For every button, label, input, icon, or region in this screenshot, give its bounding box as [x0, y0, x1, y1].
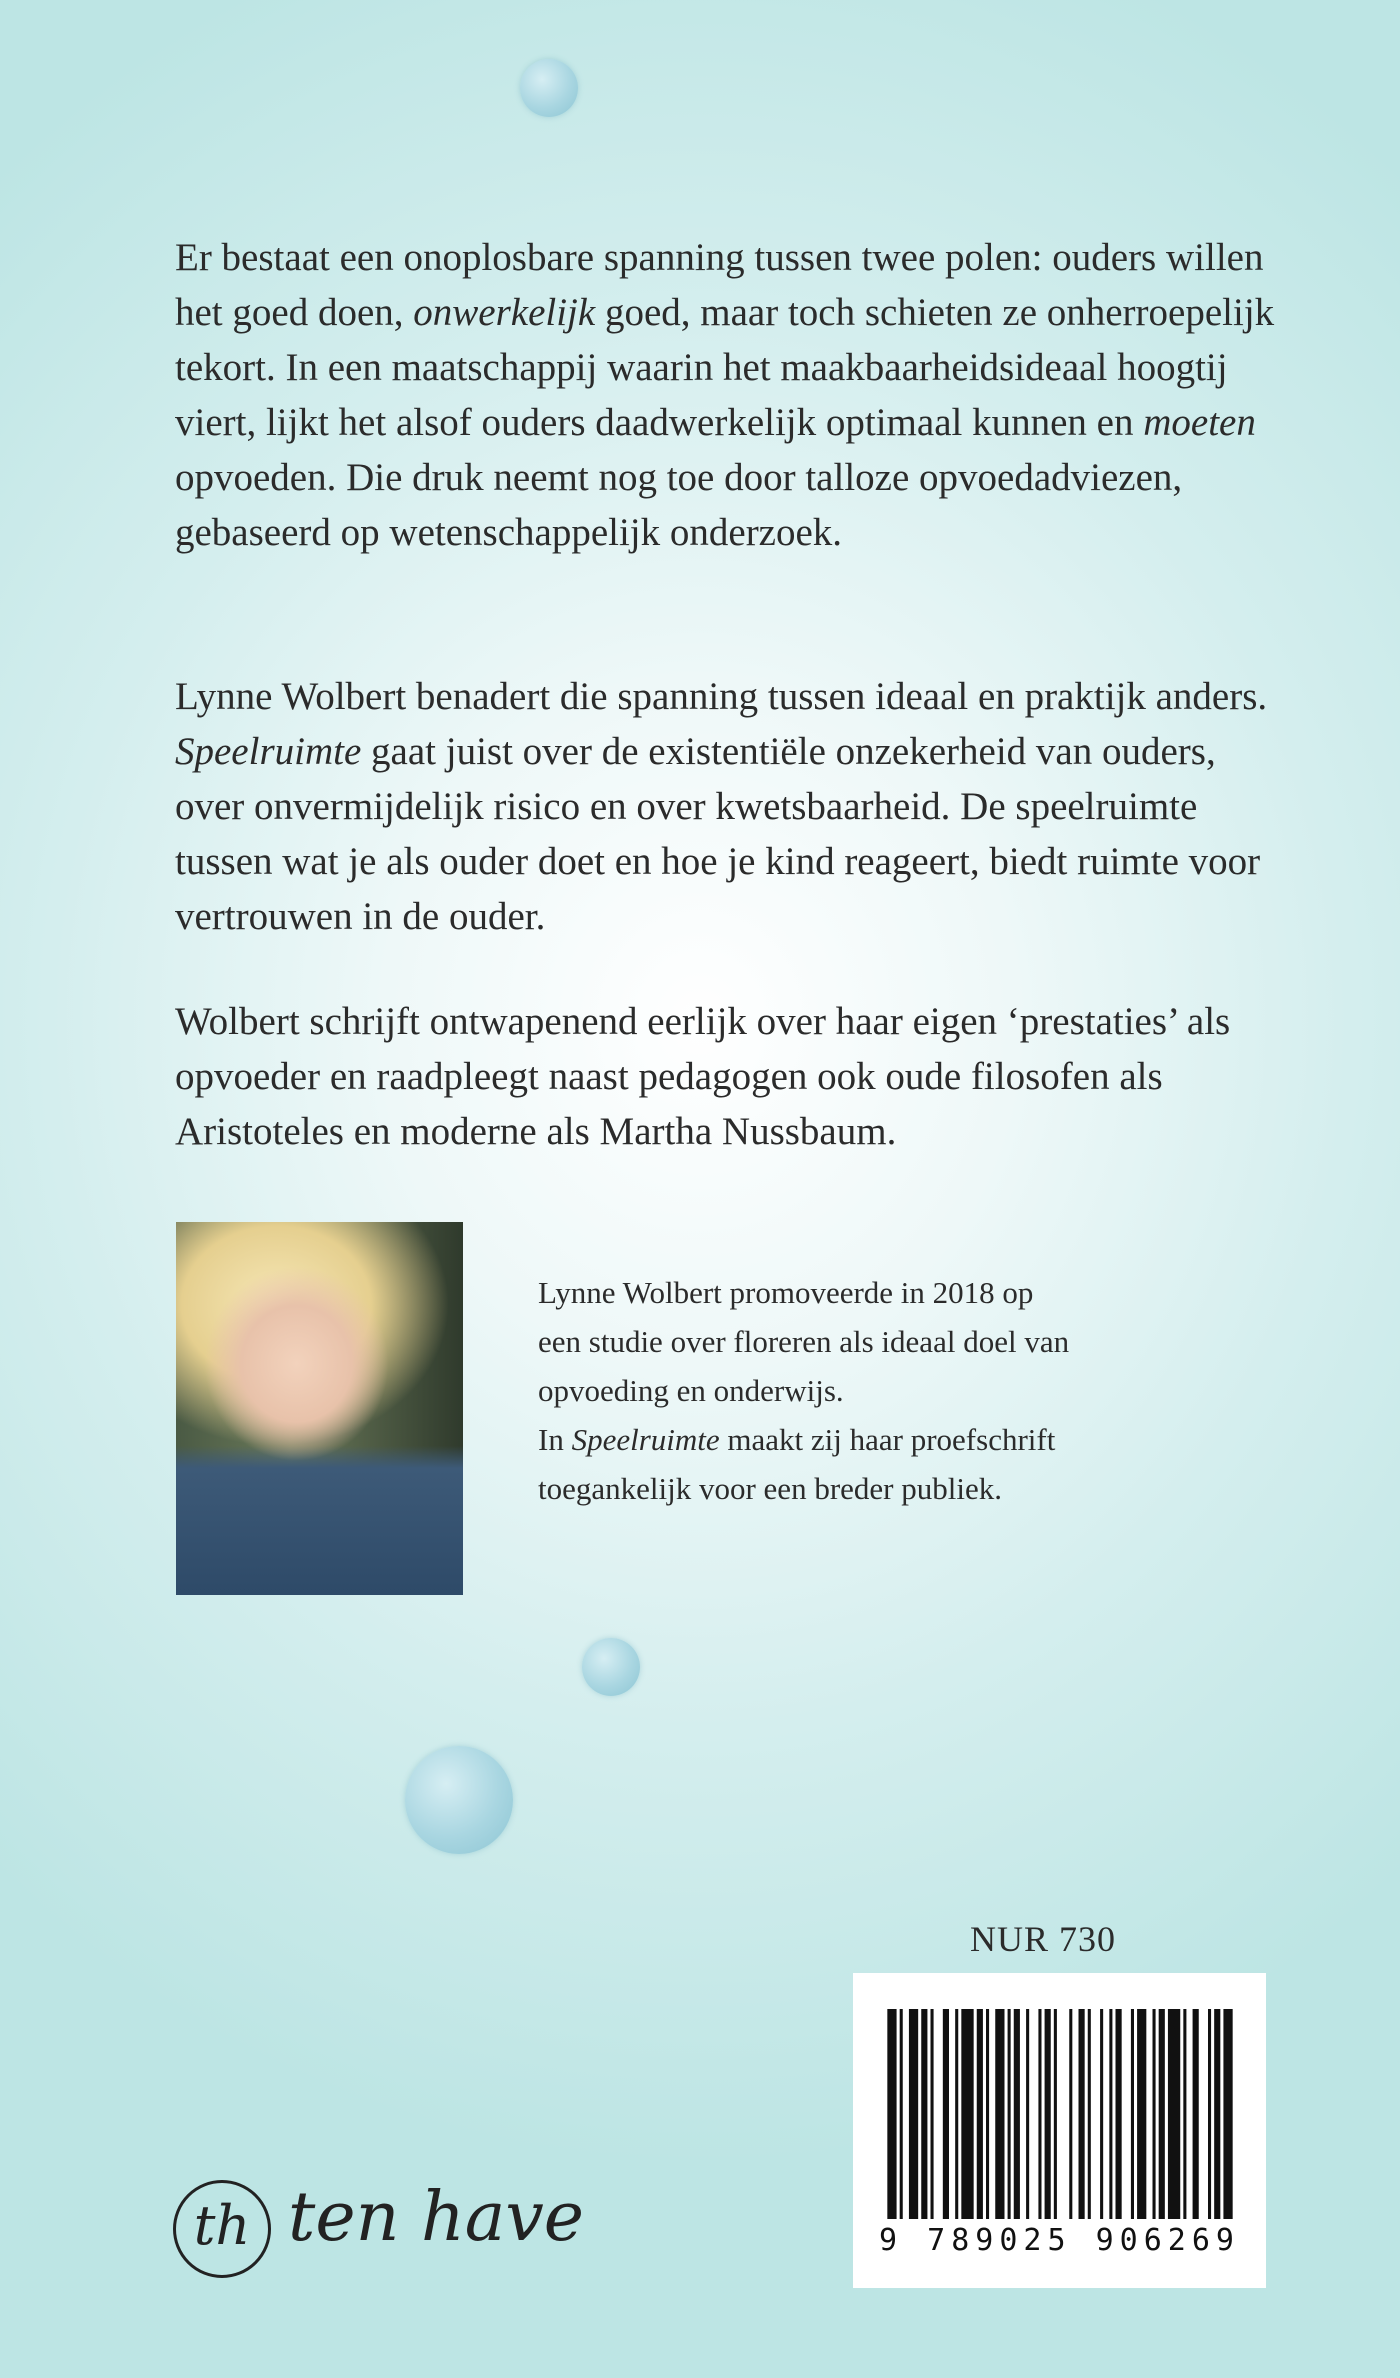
text-segment: een studie over floreren als ideaal doel van	[538, 1324, 1070, 1359]
barcode-bar	[1045, 2009, 1051, 2219]
text-segment: toegankelijk voor een breder publiek.	[538, 1471, 1002, 1506]
barcode-bar	[1100, 2009, 1103, 2219]
barcode-bar	[955, 2009, 958, 2219]
italic-text: onwerkelijk	[413, 291, 596, 334]
barcode-bar	[1116, 2009, 1122, 2219]
author-bio-line	[538, 1268, 1258, 1317]
barcode-bar	[1054, 2009, 1057, 2219]
text-segment: opvoeden. Die druk neemt nog toe door talloze opvoedadviezen, gebaseerd op wetenschappelijk onderzoek.	[175, 456, 1183, 554]
publisher-name: ten have	[288, 2178, 584, 2257]
author-bio-line	[538, 1317, 1258, 1366]
text-segment: gaat juist over de existentiële onzekerheid van ouders, over onvermijdelijk risico en over kwetsbaarheid. De speelruimte tussen wat je als ouder doet en hoe je kind reageert, biedt ruimte voor vertrouwen in de ouder.	[175, 730, 1261, 938]
text-segment: Lynne Wolbert benadert die spanning tussen ideaal en praktijk anders.	[175, 675, 1268, 718]
barcode-bar	[986, 2009, 989, 2219]
blurb-paragraph-2	[175, 669, 1275, 944]
barcode-bar	[977, 2009, 983, 2219]
author-bio-line	[538, 1415, 1258, 1464]
barcode-bar	[1131, 2009, 1134, 2219]
text-segment: opvoeding en onderwijs.	[538, 1373, 844, 1408]
barcode-bar	[1109, 2009, 1112, 2219]
barcode-bar	[1183, 2009, 1186, 2219]
barcode-bar	[1159, 2009, 1165, 2219]
publisher-logo-icon: th	[173, 2180, 271, 2278]
bubble-decoration-large	[405, 1746, 513, 1854]
barcode-bar	[1014, 2009, 1020, 2219]
text-segment: goed, maar toch schieten ze onherroepelijk tekort. In een maatschappij waarin het maakbaarheidsideaal hoogtij viert, lijkt het alsof ouders daadwerkelijk optimaal kunnen en	[175, 291, 1275, 444]
text-segment: Wolbert schrijft ontwapenend eerlijk over haar eigen ‘prestaties’ als opvoeder en raadpleegt naast pedagogen ook oude filosofen als Aristoteles en moderne als Martha Nussbaum.	[175, 1000, 1231, 1153]
text-segment: In	[538, 1422, 572, 1457]
barcode-bar	[1223, 2009, 1232, 2219]
barcode-bar	[961, 2009, 973, 2219]
barcode-bar	[1153, 2009, 1156, 2219]
bubble-decoration-top	[520, 59, 578, 117]
barcode-bar	[1026, 2009, 1029, 2219]
barcode-bar	[1008, 2009, 1011, 2219]
barcode-bar	[909, 2009, 918, 2219]
bubble-decoration-middle	[582, 1638, 640, 1696]
barcode-bar	[943, 2009, 949, 2219]
barcode-bar	[1208, 2009, 1211, 2219]
barcode-bar	[931, 2009, 934, 2219]
barcode-bar	[1168, 2009, 1180, 2219]
text-segment: maakt zij haar proefschrift	[719, 1422, 1056, 1457]
barcode-bar	[1214, 2009, 1220, 2219]
isbn-barcode	[853, 1973, 1266, 2288]
italic-text: moeten	[1143, 401, 1256, 444]
barcode-bar	[1038, 2009, 1041, 2219]
barcode-bars	[875, 2009, 1245, 2219]
barcode-bar	[921, 2009, 927, 2219]
blurb-paragraph-3	[175, 994, 1275, 1159]
blurb-paragraph-1	[175, 230, 1275, 560]
italic-text: Speelruimte	[175, 730, 362, 773]
author-photo	[176, 1222, 463, 1595]
isbn-number: 9 789025 906269	[879, 2223, 1240, 2258]
barcode-bar	[887, 2009, 896, 2219]
author-bio-line	[538, 1464, 1258, 1513]
text-segment: Lynne Wolbert promoveerde in 2018 op	[538, 1275, 1034, 1310]
barcode-bar	[1079, 2009, 1085, 2219]
barcode-bar	[1088, 2009, 1091, 2219]
barcode-bar	[1137, 2009, 1146, 2219]
italic-text: Speelruimte	[571, 1422, 720, 1457]
author-bio-line	[538, 1366, 1258, 1415]
author-bio	[538, 1268, 1258, 1513]
barcode-bar	[995, 2009, 1004, 2219]
text-segment: Er bestaat een onoplosbare spanning tussen twee polen: ouders willen het goed doen,	[175, 236, 1264, 334]
barcode-bar	[1069, 2009, 1072, 2219]
barcode-bar	[1193, 2009, 1199, 2219]
barcode-bar	[900, 2009, 903, 2219]
nur-code: NUR 730	[970, 1919, 1117, 1959]
